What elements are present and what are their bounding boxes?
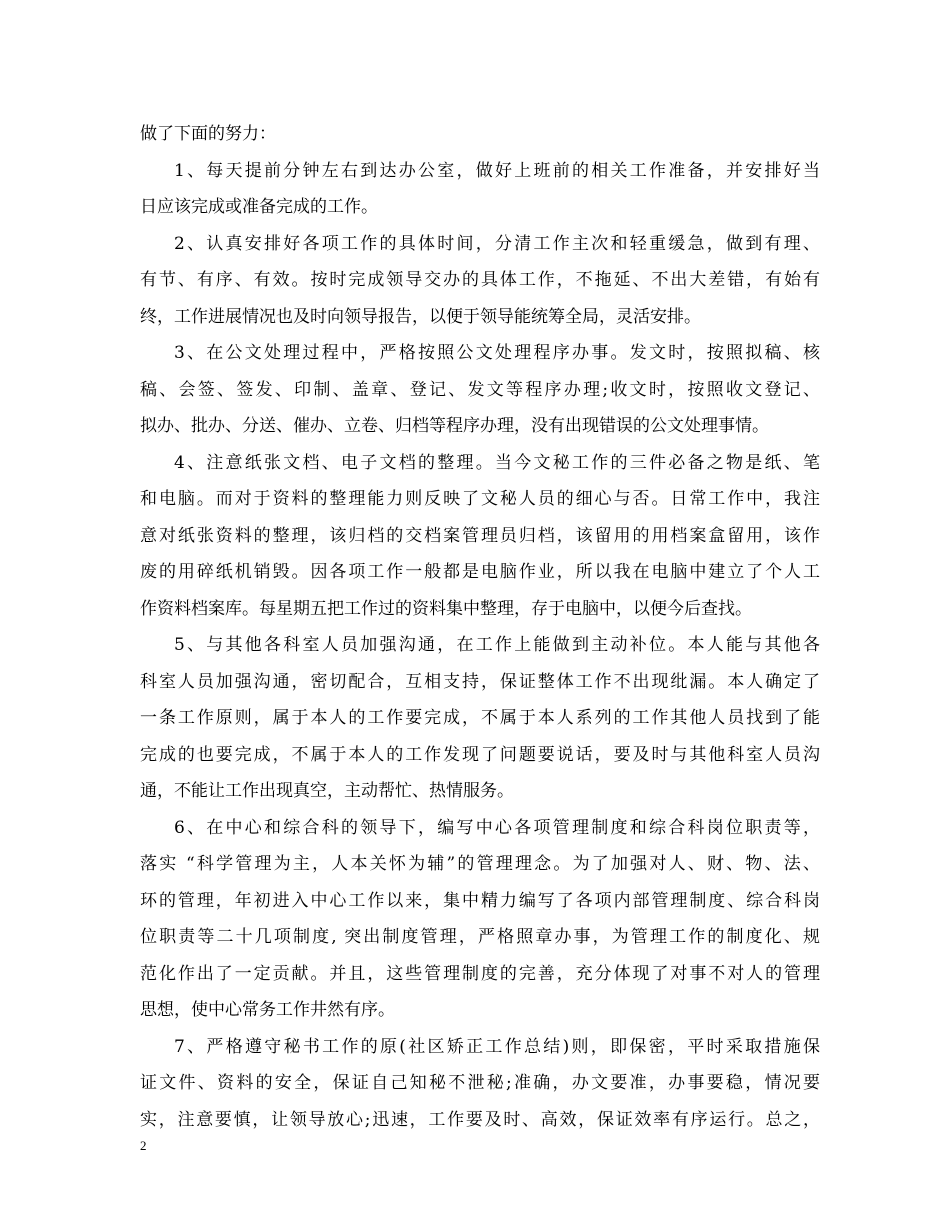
page-number: 2 xyxy=(140,1138,147,1153)
text-line: 作资料档案库。每星期五把工作过的资料集中整理，存于电脑中，以便今后查找。 xyxy=(140,598,752,619)
text-line: 废的用碎纸机销毁。因各项工作一般都是电脑作业，所以我在电脑中建立了个人工 xyxy=(140,562,820,582)
text-line: 证文件、资料的安全，保证自己知秘不泄秘;准确，办文要准，办事要稳，情况要 xyxy=(140,1073,820,1093)
text-line: 7、严格遵守秘书工作的原(社区矫正工作总结)则，即保密，平时采取措施保 xyxy=(174,1036,820,1057)
text-line: 一条工作原则，属于本人的工作要完成，不属于本人系列的工作其他人员找到了能 xyxy=(140,708,820,728)
text-line: 3、在公文处理过程中，严格按照公文处理程序办事。发文时，按照拟稿、核 xyxy=(174,343,820,363)
text-line: 范化作出了一定贡献。并且，这些管理制度的完善，充分体现了对事不对人的管理 xyxy=(140,963,820,984)
text-line: 日应该完成或准备完成的工作。 xyxy=(140,197,378,217)
text-line: 4、注意纸张文档、电子文档的整理。当今文秘工作的三件必备之物是纸、笔 xyxy=(174,452,820,473)
text-line: 稿、会签、签发、印制、盖章、登记、发文等程序办理;收文时，按照收文登记、 xyxy=(140,379,820,400)
text-line: 完成的也要完成，不属于本人的工作发现了问题要说话，要及时与其他科室人员沟 xyxy=(140,744,820,765)
text-line: 拟办、批办、分送、催办、立卷、归档等程序办理，没有出现错误的公文处理事情。 xyxy=(140,416,769,436)
text-line: 6、在中心和综合科的领导下，编写中心各项管理制度和综合科岗位职责等， xyxy=(174,817,820,838)
text-line: 落实 “科学管理为主，人本关怀为辅”的管理理念。为了加强对人、财、物、法、 xyxy=(140,854,820,874)
text-line: 实，注意要慎，让领导放心;迅速，工作要及时、高效，保证效率有序运行。总之， xyxy=(140,1109,820,1130)
text-line: 科室人员加强沟通，密切配合，互相支持，保证整体工作不出现纰漏。本人确定了 xyxy=(140,671,820,692)
text-line: 1、每天提前分钟左右到达办公室，做好上班前的相关工作准备，并安排好当 xyxy=(174,160,820,181)
text-line: 有节、有序、有效。按时完成领导交办的具体工作，不拖延、不出大差错，有始有 xyxy=(140,270,820,290)
text-line: 5、与其他各科室人员加强沟通，在工作上能做到主动补位。本人能与其他各 xyxy=(174,635,820,655)
text-line: 意对纸张资料的整理，该归档的交档案管理员归档，该留用的用档案盒留用，该作 xyxy=(140,525,820,546)
body-text xyxy=(140,116,820,1138)
text-line: 终，工作进展情况也及时向领导报告，以便于领导能统筹全局，灵活安排。 xyxy=(140,306,701,327)
text-line: 位职责等二十几项制度, 突出制度管理，严格照章办事，为管理工作的制度化、规 xyxy=(140,927,820,947)
text-line: 2、认真安排好各项工作的具体时间，分清工作主次和轻重缓急，做到有理、 xyxy=(174,233,820,254)
text-line: 通，不能让工作出现真空，主动帮忙、热情服务。 xyxy=(140,781,514,801)
text-line: 思想，使中心常务工作井然有序。 xyxy=(140,1000,395,1020)
text-line: 环的管理，年初进入中心工作以来，集中精力编写了各项内部管理制度、综合科岗 xyxy=(140,890,820,911)
text-line: 和电脑。而对于资料的整理能力则反映了文秘人员的细心与否。日常工作中，我注 xyxy=(140,489,820,509)
text-line: 做了下面的努力： xyxy=(140,124,276,144)
